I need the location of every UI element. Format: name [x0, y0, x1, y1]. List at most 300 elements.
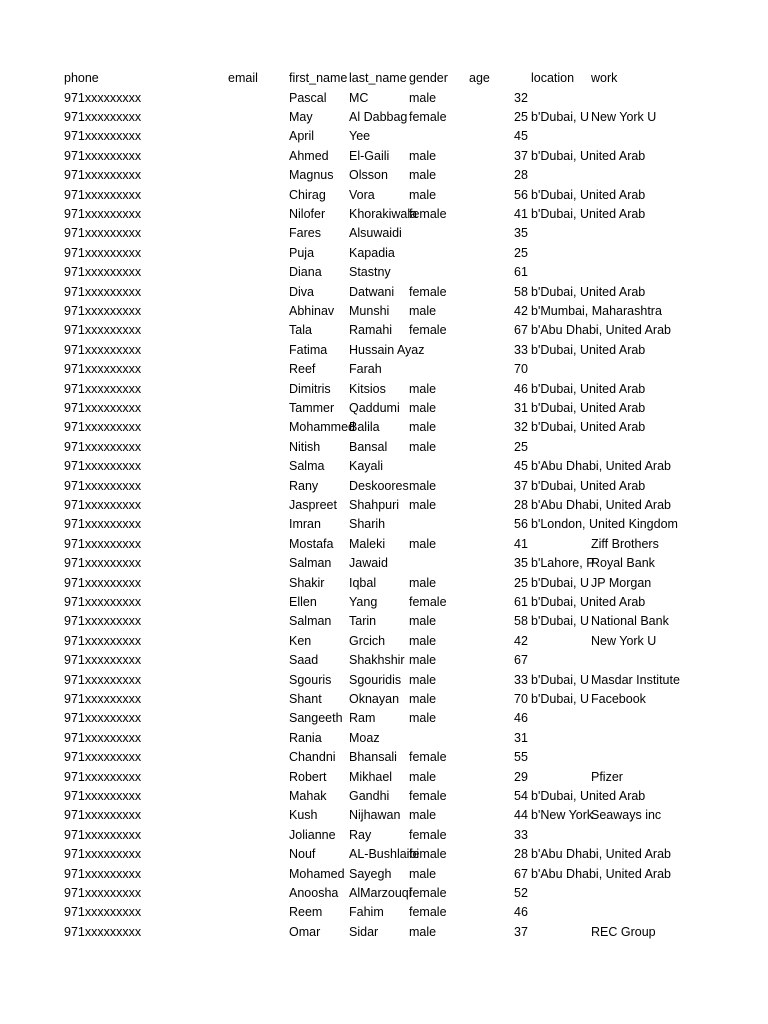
last-name-cell: Sharih	[349, 517, 386, 532]
table-row	[0, 554, 768, 573]
phone-cell: 971xxxxxxxxx	[64, 575, 142, 590]
header-row	[0, 69, 768, 88]
phone-cell: 971xxxxxxxxx	[64, 323, 142, 338]
location-cell: b'Dubai, U	[531, 614, 589, 629]
age-cell: 46	[514, 711, 528, 726]
location-cell	[531, 438, 591, 457]
gender-cell	[409, 515, 469, 534]
last-name-cell: Balila	[349, 420, 380, 435]
age-cell: 28	[514, 497, 528, 512]
first-name-cell: Saad	[289, 653, 319, 668]
last-name-cell: AlMarzouqi	[349, 885, 412, 900]
age-cell: 41	[514, 206, 528, 221]
work-cell: JP Morgan	[591, 575, 652, 590]
header-work: work	[591, 71, 618, 85]
age-cell: 28	[514, 847, 528, 862]
age-cell: 31	[514, 730, 528, 745]
gender-cell: male	[409, 303, 437, 318]
age-cell: 37	[514, 924, 528, 939]
gender-cell: male	[409, 148, 437, 163]
table-row	[0, 438, 768, 457]
age-cell: 35	[514, 556, 528, 571]
first-name-cell: Ken	[289, 633, 312, 648]
gender-cell: male	[409, 866, 437, 881]
age-cell: 70	[514, 691, 528, 706]
gender-cell	[409, 341, 469, 360]
work-cell	[591, 903, 651, 922]
gender-cell: male	[409, 924, 437, 939]
location-cell: b'Dubai, U	[531, 575, 589, 590]
gender-cell: male	[409, 400, 437, 415]
location-cell	[531, 651, 591, 670]
work-cell: Ziff Brothers	[591, 536, 659, 551]
work-cell	[591, 224, 651, 243]
phone-cell: 971xxxxxxxxx	[64, 827, 142, 842]
location-cell	[531, 166, 591, 185]
phone-cell: 971xxxxxxxxx	[64, 362, 142, 377]
table-row	[0, 865, 768, 884]
work-cell	[591, 709, 651, 728]
first-name-cell: Diana	[289, 265, 322, 280]
work-cell	[591, 283, 651, 302]
last-name-cell: Al Dabbag	[349, 109, 408, 124]
table-row	[0, 729, 768, 748]
last-name-cell: Deskoores	[349, 478, 409, 493]
age-cell: 44	[514, 808, 528, 823]
gender-cell: male	[409, 575, 437, 590]
table-row	[0, 127, 768, 146]
work-cell	[591, 166, 651, 185]
first-name-cell: Robert	[289, 769, 327, 784]
phone-cell: 971xxxxxxxxx	[64, 866, 142, 881]
work-cell: New York U	[591, 633, 657, 648]
age-cell: 55	[514, 750, 528, 765]
gender-cell: male	[409, 614, 437, 629]
first-name-cell: Nitish	[289, 439, 321, 454]
last-name-cell: Mikhael	[349, 769, 393, 784]
gender-cell: male	[409, 478, 437, 493]
first-name-cell: Ahmed	[289, 148, 329, 163]
gender-cell: male	[409, 691, 437, 706]
gender-cell: male	[409, 672, 437, 687]
first-name-cell: Salma	[289, 459, 325, 474]
gender-cell: male	[409, 420, 437, 435]
table-row	[0, 593, 768, 612]
first-name-cell: Puja	[289, 245, 315, 260]
age-cell: 61	[514, 265, 528, 280]
phone-cell: 971xxxxxxxxx	[64, 885, 142, 900]
age-cell: 25	[514, 439, 528, 454]
gender-cell: male	[409, 439, 437, 454]
header-age: age	[469, 71, 490, 85]
last-name-cell: Bansal	[349, 439, 388, 454]
age-cell: 33	[514, 342, 528, 357]
table-row	[0, 496, 768, 515]
last-name-cell: Sayegh	[349, 866, 392, 881]
first-name-cell: May	[289, 109, 313, 124]
table-row	[0, 263, 768, 282]
last-name-cell: Maleki	[349, 536, 386, 551]
location-cell	[531, 127, 591, 146]
location-cell: b'London, United Kingdom	[531, 517, 678, 532]
first-name-cell: Kush	[289, 808, 318, 823]
table-row	[0, 845, 768, 864]
last-name-cell: Olsson	[349, 168, 388, 183]
work-cell	[591, 127, 651, 146]
location-cell	[531, 826, 591, 845]
table-row	[0, 903, 768, 922]
table-row	[0, 884, 768, 903]
work-cell	[591, 360, 651, 379]
work-cell	[591, 865, 651, 884]
phone-cell: 971xxxxxxxxx	[64, 420, 142, 435]
last-name-cell: Datwani	[349, 284, 395, 299]
gender-cell: male	[409, 381, 437, 396]
first-name-cell: Fatima	[289, 342, 328, 357]
location-cell	[531, 535, 591, 554]
first-name-cell: Mohammed	[289, 420, 355, 435]
age-cell: 54	[514, 788, 528, 803]
age-cell: 58	[514, 284, 528, 299]
gender-cell: male	[409, 187, 437, 202]
location-cell	[531, 768, 591, 787]
phone-cell: 971xxxxxxxxx	[64, 459, 142, 474]
location-cell: b'Abu Dhabi, United Arab	[531, 459, 671, 474]
first-name-cell: Fares	[289, 226, 321, 241]
table-row	[0, 341, 768, 360]
work-cell: New York U	[591, 109, 657, 124]
gender-cell: male	[409, 711, 437, 726]
table-row	[0, 632, 768, 651]
gender-cell	[409, 224, 469, 243]
first-name-cell: Salman	[289, 556, 332, 571]
location-cell: b'Dubai, U	[531, 691, 589, 706]
work-cell	[591, 263, 651, 282]
phone-cell: 971xxxxxxxxx	[64, 536, 142, 551]
age-cell: 41	[514, 536, 528, 551]
age-cell: 46	[514, 381, 528, 396]
work-cell	[591, 205, 651, 224]
location-cell	[531, 89, 591, 108]
age-cell: 37	[514, 478, 528, 493]
location-cell: b'Dubai, United Arab	[531, 594, 646, 609]
last-name-cell: Bhansali	[349, 750, 397, 765]
work-cell	[591, 302, 651, 321]
work-cell	[591, 496, 651, 515]
last-name-cell: Ram	[349, 711, 376, 726]
location-cell	[531, 244, 591, 263]
location-cell: b'Abu Dhabi, United Arab	[531, 323, 671, 338]
first-name-cell: Tala	[289, 323, 312, 338]
phone-cell: 971xxxxxxxxx	[64, 148, 142, 163]
last-name-cell: Oknayan	[349, 691, 400, 706]
phone-cell: 971xxxxxxxxx	[64, 905, 142, 920]
gender-cell: female	[409, 109, 447, 124]
last-name-cell: Iqbal	[349, 575, 377, 590]
first-name-cell: Pascal	[289, 90, 327, 105]
location-cell	[531, 903, 591, 922]
work-cell	[591, 515, 651, 534]
first-name-cell: Salman	[289, 614, 332, 629]
phone-cell: 971xxxxxxxxx	[64, 90, 142, 105]
work-cell	[591, 826, 651, 845]
last-name-cell: Fahim	[349, 905, 384, 920]
last-name-cell: Tarin	[349, 614, 377, 629]
work-cell: Royal Bank	[591, 556, 655, 571]
age-cell: 35	[514, 226, 528, 241]
age-cell: 25	[514, 575, 528, 590]
age-cell: 67	[514, 323, 528, 338]
last-name-cell: Moaz	[349, 730, 380, 745]
gender-cell: male	[409, 769, 437, 784]
phone-cell: 971xxxxxxxxx	[64, 400, 142, 415]
table-row	[0, 147, 768, 166]
table-row	[0, 923, 768, 942]
table-row	[0, 477, 768, 496]
table-row	[0, 806, 768, 825]
phone-cell: 971xxxxxxxxx	[64, 245, 142, 260]
work-cell	[591, 787, 651, 806]
header-location: location	[531, 71, 575, 85]
location-cell: b'Mumbai, Maharashtra	[531, 303, 662, 318]
first-name-cell: Sgouris	[289, 672, 332, 687]
first-name-cell: Omar	[289, 924, 321, 939]
last-name-cell: Jawaid	[349, 556, 388, 571]
table-row	[0, 224, 768, 243]
location-cell	[531, 224, 591, 243]
phone-cell: 971xxxxxxxxx	[64, 168, 142, 183]
location-cell: b'Dubai, United Arab	[531, 206, 646, 221]
table-row	[0, 787, 768, 806]
location-cell	[531, 923, 591, 942]
location-cell: b'Lahore, P	[531, 556, 595, 571]
work-cell	[591, 244, 651, 263]
table-row	[0, 418, 768, 437]
location-cell	[531, 709, 591, 728]
last-name-cell: Yang	[349, 594, 378, 609]
phone-cell: 971xxxxxxxxx	[64, 691, 142, 706]
first-name-cell: Shant	[289, 691, 322, 706]
last-name-cell: Shakhshir	[349, 653, 405, 668]
last-name-cell: Sgouridis	[349, 672, 402, 687]
location-cell	[531, 748, 591, 767]
gender-cell: male	[409, 168, 437, 183]
age-cell: 45	[514, 459, 528, 474]
phone-cell: 971xxxxxxxxx	[64, 672, 142, 687]
gender-cell: female	[409, 594, 447, 609]
phone-cell: 971xxxxxxxxx	[64, 594, 142, 609]
first-name-cell: Shakir	[289, 575, 325, 590]
work-cell	[591, 147, 651, 166]
gender-cell: female	[409, 827, 447, 842]
phone-cell: 971xxxxxxxxx	[64, 788, 142, 803]
first-name-cell: Magnus	[289, 168, 334, 183]
gender-cell: female	[409, 847, 447, 862]
table-row	[0, 302, 768, 321]
table-row	[0, 89, 768, 108]
first-name-cell: Reef	[289, 362, 316, 377]
work-cell	[591, 593, 651, 612]
work-cell: National Bank	[591, 614, 669, 629]
phone-cell: 971xxxxxxxxx	[64, 808, 142, 823]
first-name-cell: Rany	[289, 478, 319, 493]
first-name-cell: Dimitris	[289, 381, 331, 396]
gender-cell: male	[409, 653, 437, 668]
work-cell	[591, 321, 651, 340]
first-name-cell: Anoosha	[289, 885, 339, 900]
phone-cell: 971xxxxxxxxx	[64, 342, 142, 357]
gender-cell: female	[409, 206, 447, 221]
work-cell	[591, 438, 651, 457]
phone-cell: 971xxxxxxxxx	[64, 265, 142, 280]
age-cell: 61	[514, 594, 528, 609]
phone-cell: 971xxxxxxxxx	[64, 614, 142, 629]
table-row	[0, 535, 768, 554]
last-name-cell: El-Gaili	[349, 148, 390, 163]
work-cell	[591, 457, 651, 476]
age-cell: 56	[514, 187, 528, 202]
work-cell	[591, 845, 651, 864]
gender-cell	[409, 360, 469, 379]
age-cell: 52	[514, 885, 528, 900]
table-row	[0, 826, 768, 845]
phone-cell: 971xxxxxxxxx	[64, 381, 142, 396]
first-name-cell: Mohamed	[289, 866, 345, 881]
age-cell: 70	[514, 362, 528, 377]
last-name-cell: Shahpuri	[349, 497, 400, 512]
first-name-cell: Nouf	[289, 847, 316, 862]
gender-cell	[409, 244, 469, 263]
location-cell	[531, 263, 591, 282]
phone-cell: 971xxxxxxxxx	[64, 924, 142, 939]
last-name-cell: AL-Bushlaibi	[349, 847, 420, 862]
last-name-cell: Farah	[349, 362, 382, 377]
gender-cell: male	[409, 90, 437, 105]
work-cell	[591, 748, 651, 767]
table-row	[0, 671, 768, 690]
gender-cell: female	[409, 788, 447, 803]
location-cell: b'Dubai, United Arab	[531, 788, 646, 803]
gender-cell	[409, 263, 469, 282]
work-cell	[591, 341, 651, 360]
phone-cell: 971xxxxxxxxx	[64, 847, 142, 862]
gender-cell: female	[409, 323, 447, 338]
work-cell: Pfizer	[591, 769, 623, 784]
last-name-cell: Stastny	[349, 265, 391, 280]
last-name-cell: Sidar	[349, 924, 379, 939]
last-name-cell: Grcich	[349, 633, 386, 648]
age-cell: 31	[514, 400, 528, 415]
age-cell: 67	[514, 653, 528, 668]
gender-cell	[409, 457, 469, 476]
table-row	[0, 574, 768, 593]
age-cell: 32	[514, 420, 528, 435]
age-cell: 25	[514, 109, 528, 124]
phone-cell: 971xxxxxxxxx	[64, 284, 142, 299]
age-cell: 58	[514, 614, 528, 629]
header-last-name: last_name	[349, 71, 407, 85]
location-cell: b'Abu Dhabi, United Arab	[531, 847, 671, 862]
phone-cell: 971xxxxxxxxx	[64, 556, 142, 571]
last-name-cell: Vora	[349, 187, 375, 202]
first-name-cell: Sangeeth	[289, 711, 343, 726]
location-cell: b'Dubai, U	[531, 109, 589, 124]
gender-cell: male	[409, 808, 437, 823]
first-name-cell: Reem	[289, 905, 323, 920]
location-cell	[531, 884, 591, 903]
location-cell: b'Dubai, U	[531, 672, 589, 687]
first-name-cell: Tammer	[289, 400, 335, 415]
phone-cell: 971xxxxxxxxx	[64, 497, 142, 512]
gender-cell: male	[409, 536, 437, 551]
location-cell	[531, 360, 591, 379]
age-cell: 33	[514, 827, 528, 842]
table-row	[0, 166, 768, 185]
table-row	[0, 283, 768, 302]
gender-cell: male	[409, 497, 437, 512]
work-cell	[591, 399, 651, 418]
header-email: email	[228, 71, 258, 85]
age-cell: 32	[514, 90, 528, 105]
work-cell	[591, 729, 651, 748]
table-row	[0, 457, 768, 476]
first-name-cell: Abhinav	[289, 303, 335, 318]
work-cell: Masdar Institute	[591, 672, 680, 687]
first-name-cell: Chandni	[289, 750, 336, 765]
table-row	[0, 399, 768, 418]
last-name-cell: Kapadia	[349, 245, 395, 260]
table-row	[0, 108, 768, 127]
table-row	[0, 360, 768, 379]
phone-cell: 971xxxxxxxxx	[64, 226, 142, 241]
phone-cell: 971xxxxxxxxx	[64, 517, 142, 532]
gender-cell: female	[409, 885, 447, 900]
table-row	[0, 515, 768, 534]
phone-cell: 971xxxxxxxxx	[64, 303, 142, 318]
work-cell: REC Group	[591, 924, 656, 939]
first-name-cell: April	[289, 129, 315, 144]
phone-cell: 971xxxxxxxxx	[64, 187, 142, 202]
gender-cell: female	[409, 750, 447, 765]
age-cell: 45	[514, 129, 528, 144]
first-name-cell: Diva	[289, 284, 315, 299]
last-name-cell: Alsuwaidi	[349, 226, 402, 241]
location-cell: b'Dubai, United Arab	[531, 381, 646, 396]
location-cell: b'Dubai, United Arab	[531, 400, 646, 415]
work-cell	[591, 186, 651, 205]
age-cell: 46	[514, 905, 528, 920]
age-cell: 42	[514, 633, 528, 648]
last-name-cell: Gandhi	[349, 788, 390, 803]
age-cell: 67	[514, 866, 528, 881]
last-name-cell: Khorakiwala	[349, 206, 418, 221]
phone-cell: 971xxxxxxxxx	[64, 730, 142, 745]
location-cell: b'Dubai, United Arab	[531, 148, 646, 163]
age-cell: 29	[514, 769, 528, 784]
location-cell: b'Dubai, United Arab	[531, 420, 646, 435]
table-row	[0, 321, 768, 340]
first-name-cell: Ellen	[289, 594, 317, 609]
phone-cell: 971xxxxxxxxx	[64, 750, 142, 765]
work-cell: Seaways inc	[591, 808, 662, 823]
last-name-cell: Ray	[349, 827, 372, 842]
location-cell: b'Dubai, United Arab	[531, 187, 646, 202]
location-cell	[531, 632, 591, 651]
location-cell: b'Dubai, United Arab	[531, 478, 646, 493]
work-cell	[591, 651, 651, 670]
age-cell: 37	[514, 148, 528, 163]
header-gender: gender	[409, 71, 448, 85]
